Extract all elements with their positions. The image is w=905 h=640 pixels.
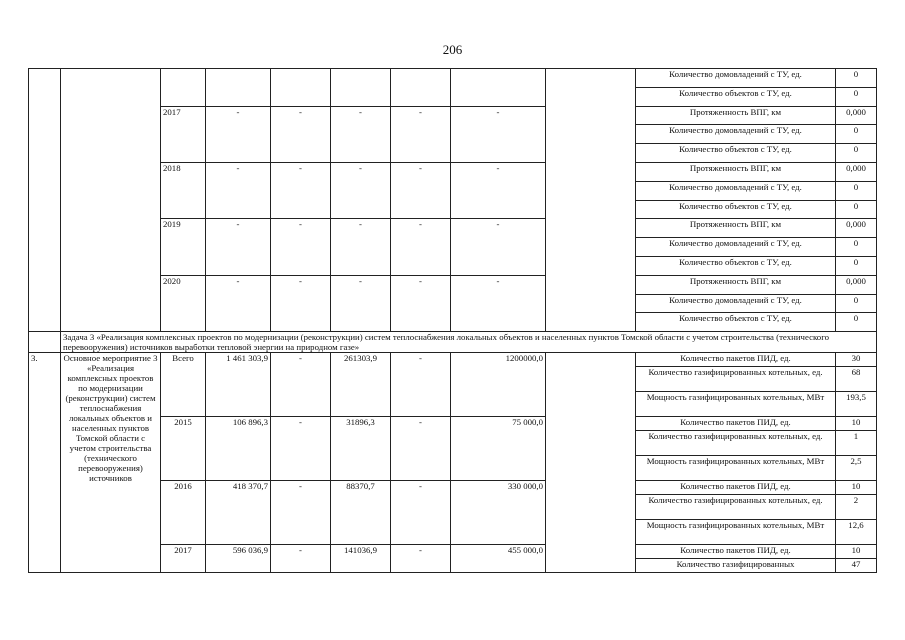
amount-cell: -: [271, 275, 331, 331]
indicator-cell: Количество пакетов ПИД, ед.: [636, 481, 836, 495]
value-cell: 2,5: [836, 456, 877, 481]
amount-cell: -: [331, 106, 391, 162]
amount-cell: -: [391, 545, 451, 573]
indicator-cell: Количество объектов с ТУ, ед.: [636, 256, 836, 275]
empty-cell: [391, 69, 451, 107]
activity-number: 3.: [29, 353, 61, 573]
name-cell: [61, 69, 161, 332]
indicator-cell: Количество газифицированных: [636, 559, 836, 573]
value-cell: 0: [836, 181, 877, 200]
indicator-cell: Количество газифицированных котельных, ед.: [636, 431, 836, 456]
value-cell: 0: [836, 200, 877, 219]
amount-cell: -: [206, 219, 271, 275]
amount-cell: -: [391, 162, 451, 218]
amount-cell: -: [391, 481, 451, 545]
period-cell: 2016: [161, 481, 206, 545]
value-cell: 0,000: [836, 162, 877, 181]
amount-cell: -: [391, 417, 451, 481]
amount-cell: 106 896,3: [206, 417, 271, 481]
value-cell: 10: [836, 545, 877, 559]
amount-cell: -: [451, 219, 546, 275]
indicator-cell: Количество пакетов ПИД, ед.: [636, 353, 836, 367]
indicator-cell: Количество газифицированных котельных, ед.: [636, 367, 836, 392]
period-cell: 2017: [161, 545, 206, 573]
amount-cell: -: [271, 162, 331, 218]
amount-cell: -: [391, 219, 451, 275]
activity-name: Основное мероприятие 3 «Реализация комплексных проектов по модернизации (реконструкции) систем теплоснабжения локальных объектов и населенных пунктов Томской области с учетом строительства (технического перевооружения) источников: [61, 353, 161, 573]
indicator-cell: Мощность газифицированных котельных, МВт: [636, 520, 836, 545]
year-cell: 2017: [161, 106, 206, 162]
year-cell: 2020: [161, 275, 206, 331]
value-cell: 0,000: [836, 219, 877, 238]
value-cell: 0: [836, 238, 877, 257]
number-cell: [29, 69, 61, 332]
empty-cell: [271, 69, 331, 107]
indicator-cell: Протяженность ВПГ, км: [636, 219, 836, 238]
amount-cell: -: [451, 162, 546, 218]
value-cell: 12,6: [836, 520, 877, 545]
value-cell: 47: [836, 559, 877, 573]
amount-cell: -: [391, 353, 451, 417]
task-heading: Задача 3 «Реализация комплексных проектов по модернизации (реконструкции) систем теплоснабжения локальных объектов и населенных пунктов Томской области с учетом строительства (технического перевооружения) источников выработки тепловой энергии на природном газе»: [61, 332, 877, 353]
amount-cell: -: [271, 417, 331, 481]
indicator-cell: Количество газифицированных котельных, ед.: [636, 495, 836, 520]
amount-cell: -: [271, 545, 331, 573]
task-row: [29, 332, 877, 353]
amount-cell: 455 000,0: [451, 545, 546, 573]
empty-cell: [331, 69, 391, 107]
indicator-cell: Количество домовладений с ТУ, ед.: [636, 294, 836, 313]
indicator-cell: Мощность газифицированных котельных, МВт: [636, 392, 836, 417]
amount-cell: 1200000,0: [451, 353, 546, 417]
amount-cell: -: [271, 219, 331, 275]
table-row: [29, 353, 877, 367]
value-cell: 0: [836, 313, 877, 332]
indicator-cell: Количество объектов с ТУ, ед.: [636, 144, 836, 163]
amount-cell: 596 036,9: [206, 545, 271, 573]
value-cell: 10: [836, 417, 877, 431]
amount-cell: 31896,3: [331, 417, 391, 481]
value-cell: 68: [836, 367, 877, 392]
amount-cell: 330 000,0: [451, 481, 546, 545]
amount-cell: -: [391, 106, 451, 162]
value-cell: 193,5: [836, 392, 877, 417]
value-cell: 0,000: [836, 106, 877, 125]
amount-cell: -: [391, 275, 451, 331]
amount-cell: -: [331, 219, 391, 275]
program-table: [28, 68, 877, 573]
value-cell: 0,000: [836, 275, 877, 294]
amount-cell: 88370,7: [331, 481, 391, 545]
amount-cell: -: [206, 275, 271, 331]
amount-cell: 418 370,7: [206, 481, 271, 545]
table-row: [29, 69, 877, 88]
indicator-cell: Количество объектов с ТУ, ед.: [636, 200, 836, 219]
amount-cell: 75 000,0: [451, 417, 546, 481]
indicator-cell: Протяженность ВПГ, км: [636, 162, 836, 181]
amount-cell: -: [271, 481, 331, 545]
amount-cell: 1 461 303,9: [206, 353, 271, 417]
amount-cell: -: [206, 106, 271, 162]
value-cell: 1: [836, 431, 877, 456]
empty-cell: [29, 332, 61, 353]
amount-cell: -: [331, 275, 391, 331]
value-cell: 0: [836, 69, 877, 88]
amount-cell: -: [451, 106, 546, 162]
indicator-cell: Количество пакетов ПИД, ед.: [636, 417, 836, 431]
indicator-cell: Мощность газифицированных котельных, МВт: [636, 456, 836, 481]
amount-cell: -: [331, 162, 391, 218]
indicator-cell: Количество объектов с ТУ, ед.: [636, 87, 836, 106]
amount-cell: -: [451, 275, 546, 331]
amount-cell: -: [206, 162, 271, 218]
empty-cell: [161, 69, 206, 107]
indicator-cell: Количество домовладений с ТУ, ед.: [636, 69, 836, 88]
empty-cell: [206, 69, 271, 107]
value-cell: 0: [836, 87, 877, 106]
indicator-cell: Количество домовладений с ТУ, ед.: [636, 181, 836, 200]
indicator-cell: Количество домовладений с ТУ, ед.: [636, 125, 836, 144]
indicator-cell: Протяженность ВПГ, км: [636, 275, 836, 294]
value-cell: 10: [836, 481, 877, 495]
amount-cell: 261303,9: [331, 353, 391, 417]
indicator-cell: Количество домовладений с ТУ, ед.: [636, 238, 836, 257]
year-cell: 2018: [161, 162, 206, 218]
period-cell: 2015: [161, 417, 206, 481]
value-cell: 0: [836, 125, 877, 144]
year-cell: 2019: [161, 219, 206, 275]
indicator-cell: Протяженность ВПГ, км: [636, 106, 836, 125]
empty-cell: [546, 69, 636, 332]
value-cell: 0: [836, 256, 877, 275]
amount-cell: -: [271, 353, 331, 417]
indicator-cell: Количество объектов с ТУ, ед.: [636, 313, 836, 332]
amount-cell: 141036,9: [331, 545, 391, 573]
value-cell: 2: [836, 495, 877, 520]
value-cell: 30: [836, 353, 877, 367]
indicator-cell: Количество пакетов ПИД, ед.: [636, 545, 836, 559]
page-number: 206: [442, 42, 463, 57]
empty-cell: [451, 69, 546, 107]
empty-cell: [546, 353, 636, 573]
value-cell: 0: [836, 144, 877, 163]
value-cell: 0: [836, 294, 877, 313]
period-cell: Всего: [161, 353, 206, 417]
amount-cell: -: [271, 106, 331, 162]
